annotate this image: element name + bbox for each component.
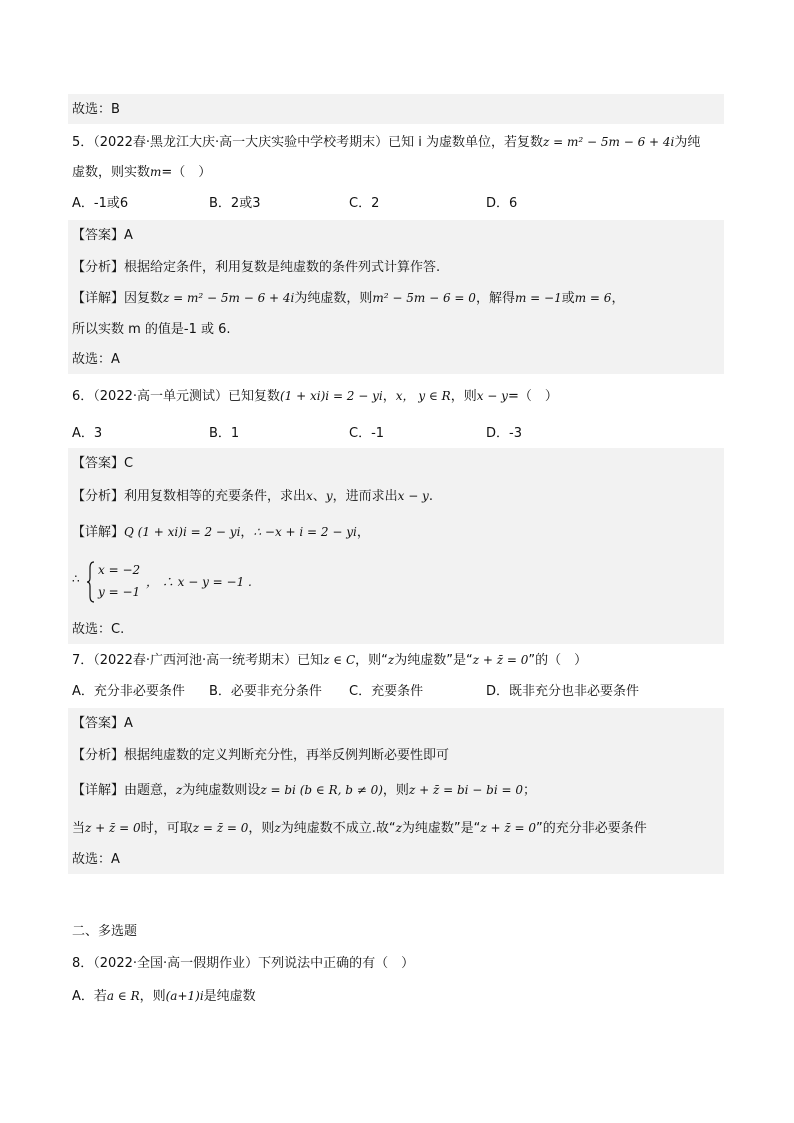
q5-analysis: 【分析】根据给定条件，利用复数是纯虚数的条件列式计算作答.	[72, 260, 441, 275]
q6-detail-label: 【详解】	[72, 525, 125, 540]
q6-analysis	[72, 486, 433, 506]
q5-stem-var: m	[150, 165, 162, 179]
q8-option-a	[72, 986, 256, 1006]
q6-stem-text2: ，则	[450, 389, 477, 404]
q6-stem-text3: =（ ）	[507, 389, 558, 404]
q6-analysis-end: .	[428, 489, 433, 504]
q7-detail-label: 【详解】由题意，	[72, 783, 177, 798]
solution-block-q4	[68, 94, 724, 124]
q5-stem-text: 5．（2022春·黑龙江大庆·高一大庆实验中学校考期末）已知 i 为虚数单位，若复数	[72, 135, 543, 150]
q6-stem	[72, 386, 558, 406]
q5-stem-tail: 为纯	[674, 135, 701, 150]
q7-l2-text5: 为纯虚数”是“	[401, 821, 481, 836]
q7-stem	[72, 650, 587, 670]
q5-detail-line2: 所以实数 m 的值是-1 或 6.	[72, 322, 231, 337]
q5-stem-line2	[72, 162, 211, 182]
q7-stem-text: 7．（2022春·广西河池·高一统考期末）已知	[72, 653, 324, 668]
q5-detail-expr2: m² − 5m − 6 = 0	[372, 291, 476, 305]
q8-stem: 8．（2022·全国·高一假期作业）下列说法中正确的有（ ）	[72, 956, 415, 971]
q6-analysis-text: 【分析】利用复数相等的充要条件，求出	[72, 489, 307, 504]
q7-stem-text4: ”的（ ）	[528, 653, 588, 668]
q5-detail-text2: ，解得	[475, 291, 515, 306]
q6-answer: 【答案】C	[72, 456, 134, 471]
q7-l2-expr3: z + z̄ = 0	[480, 821, 537, 835]
q7-detail-text3: ；	[523, 783, 537, 798]
q6-stem-text: 6．（2022·高一单元测试）已知复数	[72, 389, 280, 404]
q7-stem-expr: z ∈ C	[323, 653, 356, 667]
previous-answer: 故选：B	[72, 102, 120, 117]
q8-opt-text1: A．若	[72, 989, 107, 1004]
q6-system-line1: x = −2	[98, 563, 141, 577]
q6-system-result: ， ∴ x − y = −1 .	[146, 575, 252, 589]
q6-option-a: A．3	[72, 426, 103, 441]
q7-stem-expr2: z + z̄ = 0	[472, 653, 529, 667]
q5-answer: 【答案】A	[72, 228, 133, 243]
solution-block-q6	[68, 448, 724, 644]
q7-stem-z: z	[387, 653, 395, 667]
q7-detail-expr1: z = bi (b ∈ R, b ≠ 0)	[260, 783, 383, 797]
q7-analysis: 【分析】根据纯虚数的定义判断充分性，再举反例判断必要性即可	[72, 748, 450, 763]
q5-final: 故选：A	[72, 352, 120, 367]
section-heading: 二、多选题	[72, 924, 138, 939]
q7-l2-text2: 时，可取	[140, 821, 193, 836]
q5-option-d: D．6	[486, 196, 518, 211]
q6-option-d: D．-3	[486, 426, 522, 441]
q5-stem-text2: 虚数，则实数	[72, 165, 151, 180]
q7-option-a: A．充分非必要条件	[72, 684, 185, 699]
q5-detail-label: 【详解】因复数	[72, 291, 164, 306]
q8-opt-expr2: (a+1)i	[165, 989, 204, 1003]
q6-detail-sep2: ，	[356, 525, 370, 540]
q5-detail-expr1: z = m² − 5m − 6 + 4i	[163, 291, 295, 305]
q7-l2-text1: 当	[72, 821, 86, 836]
q6-stem-vars: x， y ∈ R	[395, 389, 451, 403]
q7-detail-text2: ，则	[382, 783, 409, 798]
q7-detail-text1: 为纯虚数则设	[182, 783, 261, 798]
q5-stem-line1	[72, 132, 700, 152]
q5-detail-expr4: m = 6	[574, 291, 612, 305]
q7-detail-line2	[72, 818, 647, 838]
q6-detail-sep1: ，	[240, 525, 254, 540]
q7-stem-text3: 为纯虚数”是“	[394, 653, 473, 668]
q5-detail-text4: ，	[611, 291, 625, 306]
q7-option-d: D．既非充分也非必要条件	[486, 684, 640, 699]
q6-analysis-sep: 、	[312, 489, 326, 504]
q5-stem-expr: z = m² − 5m − 6 + 4i	[543, 135, 675, 149]
q7-l2-z2: z	[395, 821, 402, 835]
q6-option-c: C．-1	[349, 426, 385, 441]
q7-detail-expr2: z + z̄ = bi − bi = 0	[408, 783, 523, 797]
q6-therefore-symbol: ∴	[72, 572, 80, 586]
q6-option-b: B．1	[209, 426, 240, 441]
q6-stem-sep: ，	[382, 389, 396, 404]
q5-detail-text1: 为纯虚数，则	[294, 291, 373, 306]
q6-analysis-expr: x − y	[397, 489, 429, 503]
q7-l2-z: z	[274, 821, 281, 835]
q7-detail	[72, 780, 536, 800]
q6-detail-expr2: ∴ −x + i = 2 − yi	[253, 525, 357, 539]
q8-opt-text2: ，则	[139, 989, 166, 1004]
q6-analysis-text2: ，进而求出	[332, 489, 398, 504]
q6-analysis-x: x	[306, 489, 313, 503]
q6-detail	[72, 522, 370, 542]
q7-l2-text3: ，则	[248, 821, 275, 836]
q7-option-c: C．充要条件	[349, 684, 424, 699]
brace-icon	[86, 560, 96, 604]
q7-stem-text2: ，则“	[355, 653, 388, 668]
q7-l2-expr1: z + z̄ = 0	[85, 821, 141, 835]
q5-stem-text3: =（ ）	[161, 165, 212, 180]
q8-opt-text3: 是纯虚数	[203, 989, 256, 1004]
q7-final: 故选：A	[72, 852, 120, 867]
q7-l2-text4: 为纯虚数不成立.故“	[280, 821, 396, 836]
q8-opt-expr1: a ∈ R	[106, 989, 140, 1003]
q5-detail-expr3: m = −1	[514, 291, 562, 305]
q5-detail	[72, 288, 624, 308]
q6-stem-expr2: x − y	[476, 389, 508, 403]
q6-final: 故选：C.	[72, 622, 125, 637]
q7-answer: 【答案】A	[72, 716, 133, 731]
q7-l2-expr2: z = z̄ = 0	[192, 821, 249, 835]
q7-option-b: B．必要非充分条件	[209, 684, 322, 699]
q6-stem-expr: (1 + xi)i = 2 − yi	[280, 389, 383, 403]
q5-detail-text3: 或	[561, 291, 575, 306]
q5-option-a: A．-1或6	[72, 196, 129, 211]
q6-analysis-y: y	[325, 489, 333, 503]
q6-system-line2: y = −1	[98, 585, 141, 599]
q6-detail-expr1: Q (1 + xi)i = 2 − yi	[124, 525, 241, 539]
q7-detail-z: z	[176, 783, 183, 797]
q5-option-b: B．2或3	[209, 196, 261, 211]
q7-l2-text6: ”的充分非必要条件	[536, 821, 647, 836]
q6-equation-system	[72, 560, 372, 604]
q5-option-c: C．2	[349, 196, 380, 211]
